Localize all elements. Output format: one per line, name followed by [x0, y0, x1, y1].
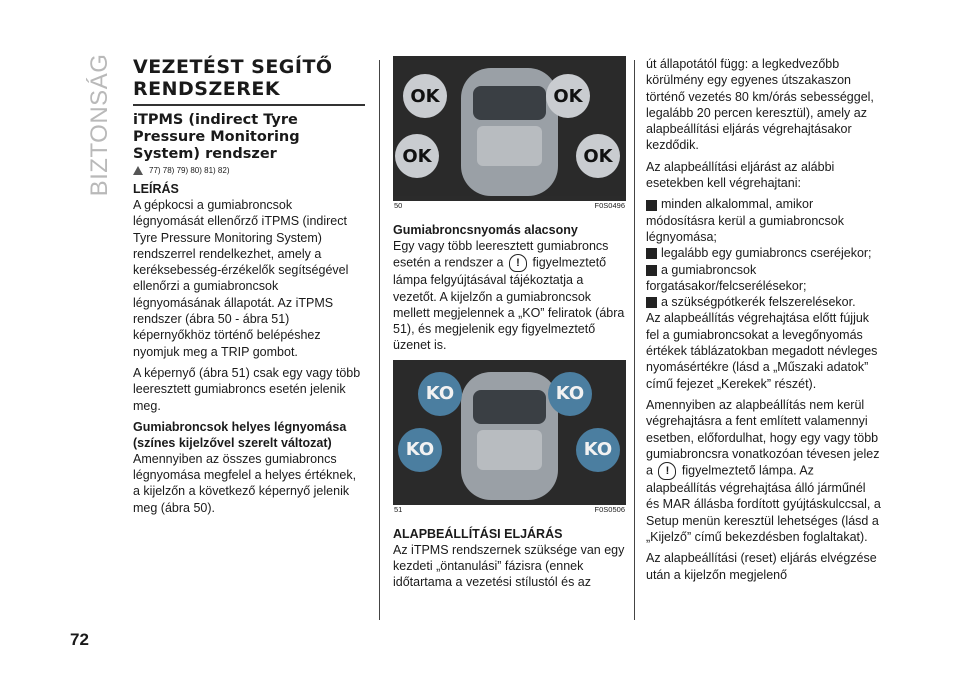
list-item: a szükségpótkerék felszerelésekor. [646, 294, 882, 310]
list-item: legalább egy gumiabroncs cseréjekor; [646, 245, 882, 261]
page-title: VEZETÉST SEGÍTŐ RENDSZEREK [133, 56, 333, 100]
heading-procedure: ALAPBEÁLLÍTÁSI ELJÁRÁS [393, 526, 563, 541]
car-image [393, 56, 626, 208]
bullet-icon [646, 297, 657, 308]
figure-51 [393, 360, 626, 512]
paragraph: Az alapbeállítási eljárást az alábbi esetekben kell végrehajtani: [646, 159, 835, 191]
column-1 [133, 56, 365, 521]
paragraph: Amennyiben az alapbeállítás nem kerül végrehajtásra a fent említett valamennyi esetben, előfordulhat, hogy egy vagy több gumiabroncsra vonatkozóan tévesen jelez a ! figyelmeztető lámpa. Az alapbeállítás végrehajtása álló járműnél és MAR állásba fordított gyújtáskulccsal, a Setup menün keresztül lehetséges (lásd a „Kijelző” című bekezdésben foglaltakat). [646, 397, 881, 545]
list-item: a gumiabroncsok forgatásakor/felcserélésekor; [646, 262, 807, 293]
paragraph: Az alapbeállítási (reset) eljárás elvégzése után a kijelzőn megjelenő [646, 551, 877, 582]
car-image [393, 360, 626, 512]
tire-status-front-right: OK [546, 74, 590, 118]
tire-status-front-left: OK [403, 74, 447, 118]
warning-triangle-icon [133, 166, 143, 175]
tire-status-rear-left: OK [395, 134, 439, 178]
bullet-icon [646, 248, 657, 259]
bullet-list [646, 196, 882, 310]
column-2 [393, 56, 626, 596]
tire-status-rear-left: KO [398, 428, 442, 472]
paragraph: Amennyiben az összes gumiabroncs légnyomása megfelel a helyes értéknek, a kijelzőn a következő képernyő jelenik meg (ábra 50). [133, 451, 357, 515]
paragraph: út állapotától függ: a legkedvezőbb körülmény egy egyenes útszakaszon történő vezetés 80 km/órás sebességgel, legalább 20 percen keresztül), amely az alapbeállítási eljárás végrehajtásakor kezdődik. [646, 57, 874, 153]
bullet-icon [646, 200, 657, 211]
section-subtitle: iTPMS (indirect Tyre Pressure Monitoring System) rendszer [133, 112, 300, 162]
paragraph: Egy vagy több leeresztett gumiabroncs esetén a rendszer a ! figyelmeztető lámpa felgyújtásával tájékoztatja a vezetőt. A kijelzőn a gumiabroncsok mellett megjelennek a „KO” feliratok (ábra 51), és megjelenik egy figyelmeztető üzenet is. [393, 239, 625, 353]
tire-status-rear-right: OK [576, 134, 620, 178]
column-divider [634, 60, 635, 620]
paragraph: Az alapbeállítás végrehajtása előtt fújjuk fel a gumiabroncsokat a levegőnyomás értékek táblázatokban megadott névleges nyomásértékre (lásd a „Műszaki adatok” című fejezet „Kerekek” részét). [646, 311, 878, 391]
bullet-icon [646, 265, 657, 276]
figure-caption: 50 F0S0496 [394, 201, 625, 210]
figure-50 [393, 56, 626, 208]
tire-status-rear-right: KO [576, 428, 620, 472]
column-3 [646, 56, 882, 588]
heading-description: LEÍRÁS [133, 182, 179, 196]
warning-references: 77) 78) 79) 80) 81) 82) [133, 166, 365, 175]
page-number: 72 [70, 630, 89, 649]
paragraph: A képernyő (ábra 51) csak egy vagy több leeresztett gumiabroncs esetén jelenik meg. [133, 365, 361, 413]
tire-status-front-left: KO [418, 372, 462, 416]
column-divider [379, 60, 380, 620]
tpms-warning-icon: ! [658, 462, 676, 480]
list-item: minden alkalommal, amikor módosításra kerül a gumiabroncsok légnyomása; [646, 197, 845, 244]
heading-correct-pressure: Gumiabroncsok helyes légnyomása (színes kijelzővel szerelt változat) [133, 419, 347, 450]
heading-low-pressure: Gumiabroncsnyomás alacsony [393, 223, 578, 237]
paragraph: Az iTPMS rendszernek szüksége van egy kezdeti „öntanulási” fázisra (ennek időtartama a vezetési stílustól és az [393, 542, 625, 590]
tire-status-front-right: KO [548, 372, 592, 416]
paragraph: A gépkocsi a gumiabroncsok légnyomását ellenőrző iTPMS (indirect Tyre Pressure Monitoring System) rendszerrel rendelkezhet, amely a keréksebesség-érzékelők segítségével ellenőrzi a gumiabroncsok légnyomásának állapotát. Az iTPMS rendszer (ábra 50 - ábra 51) képernyőkhöz történő belépéshez nyomjuk meg a TRIP gombot. [133, 198, 349, 359]
figure-caption: 51 F0S0506 [394, 504, 625, 514]
title-rule [133, 104, 365, 106]
section-side-label: BIZTONSÁG [86, 53, 113, 197]
tpms-warning-icon: ! [509, 254, 527, 272]
